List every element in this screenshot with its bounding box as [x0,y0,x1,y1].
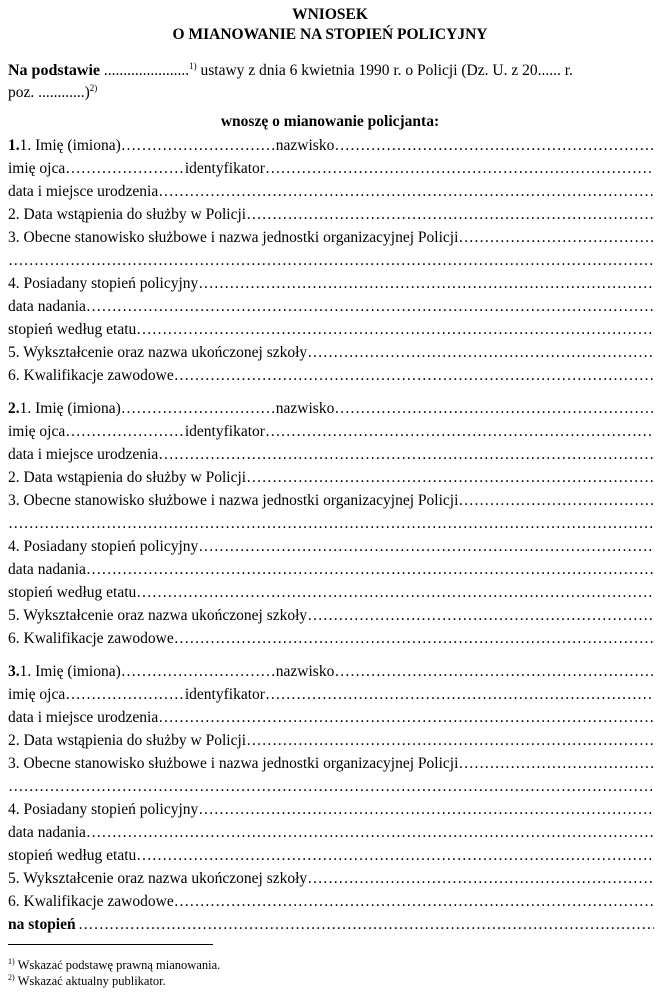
current-rank-label: 4. Posiadany stopień policyjny [8,275,199,292]
block-3-qualifications-line [8,891,654,913]
education-label: 5. Wykształcenie oraz nazwa ukończonej szkoły [8,870,308,887]
block-1-grant-line [8,296,654,318]
block-2-education-line [8,605,654,627]
block-1-rank-line [8,273,654,295]
target-rank-line [8,914,654,936]
first-name-label: 1. Imię (imiona) [19,137,121,154]
service-start-label: 2. Data wstąpienia do służby w Policji [8,206,247,223]
block-3-post-rank-line [8,845,654,867]
service-start-field[interactable] [246,467,654,489]
birth-field[interactable] [158,444,654,466]
education-field[interactable] [307,868,654,890]
qualifications-label: 6. Kwalifikacje zawodowe [8,893,174,910]
father-name-field[interactable] [65,158,183,180]
grant-date-label: data nadania [8,561,86,578]
surname-field[interactable] [334,398,654,420]
legal-basis-publication: poz. ............) [8,84,90,101]
current-rank-label: 4. Posiadany stopień policyjny [8,801,199,818]
birth-label: data i miejsce urodzenia [8,709,159,726]
position-field[interactable] [458,490,654,512]
target-rank-label: na stopień [8,916,76,933]
position-label: 3. Obecne stanowisko służbowe i nazwa jednostki organizacyjnej Policji [8,229,459,246]
block-2-birth-line [8,444,654,466]
grant-date-label: data nadania [8,824,86,841]
birth-field[interactable] [158,181,654,203]
block-3-position-continued [8,776,654,798]
block-1-qualifications-line [8,365,654,387]
service-start-field[interactable] [246,204,654,226]
father-name-field[interactable] [65,684,183,706]
legal-basis-paragraph [8,60,654,104]
block-2-number: 2. [8,400,20,417]
position-field-continued[interactable] [8,513,654,535]
service-start-label: 2. Data wstąpienia do służby w Policji [8,732,247,749]
legal-basis-text: ustawy z dnia 6 kwietnia 1990 r. o Policji (Dz. U. z 20...... r. [196,62,573,79]
education-field[interactable] [307,342,654,364]
rank-by-post-field[interactable] [136,582,654,604]
qualifications-field[interactable] [174,628,654,650]
block-2-rank-line [8,536,654,558]
father-name-label: imię ojca [8,423,66,440]
position-field[interactable] [458,753,654,775]
rank-by-post-label: stopień według etatu [8,847,137,864]
education-label: 5. Wykształcenie oraz nazwa ukończonej szkoły [8,607,308,624]
rank-by-post-label: stopień według etatu [8,321,137,338]
block-1-education-line [8,342,654,364]
block-3-father-line [8,684,654,706]
current-rank-field[interactable] [198,799,654,821]
target-rank-field[interactable] [78,914,654,936]
surname-field[interactable] [334,135,654,157]
qualifications-field[interactable] [174,365,654,387]
block-3-education-line [8,868,654,890]
qualifications-field[interactable] [174,891,654,913]
current-rank-field[interactable] [198,273,654,295]
block-1-post-rank-line [8,319,654,341]
block-2-name-line [8,398,654,420]
grant-date-label: data nadania [8,298,86,315]
footnote-2: $^{2)}$ Wskazać aktualny publikator. [8,973,166,988]
rank-by-post-label: stopień według etatu [8,584,137,601]
block-1-service-line [8,204,654,226]
education-label: 5. Wykształcenie oraz nazwa ukończonej szkoły [8,344,308,361]
block-3-position-line [8,753,654,775]
block-3-name-line [8,661,654,683]
surname-label: nazwisko [275,400,335,417]
father-name-label: imię ojca [8,686,66,703]
service-start-label: 2. Data wstąpienia do służby w Policji [8,469,247,486]
block-2-qualifications-line [8,628,654,650]
block-2-father-line [8,421,654,443]
block-3-number: 3. [8,663,20,680]
grant-date-field[interactable] [86,822,654,844]
block-1-position-line [8,227,654,249]
birth-field[interactable] [158,707,654,729]
block-1-father-line [8,158,654,180]
block-2-service-line [8,467,654,489]
grant-date-field[interactable] [86,559,654,581]
father-name-label: imię ojca [8,160,66,177]
service-start-field[interactable] [246,730,654,752]
form-title: WNIOSEK [292,6,368,23]
surname-field[interactable] [334,661,654,683]
footnote-1: $^{1)}$ Wskazać podstawę prawną mianowania. [8,957,221,972]
current-rank-field[interactable] [198,536,654,558]
position-field-continued[interactable] [8,776,654,798]
identifier-label: identyfikator [184,686,265,703]
block-3-service-line [8,730,654,752]
block-2-position-line [8,490,654,512]
birth-label: data i miejsce urodzenia [8,183,159,200]
first-name-field[interactable] [121,661,276,683]
rank-by-post-field[interactable] [136,845,654,867]
section-heading: wnoszę o mianowanie policjanta: [220,113,440,130]
first-name-field[interactable] [121,135,276,157]
grant-date-field[interactable] [86,296,654,318]
father-name-field[interactable] [65,421,183,443]
position-label: 3. Obecne stanowisko służbowe i nazwa jednostki organizacyjnej Policji [8,755,459,772]
current-rank-label: 4. Posiadany stopień policyjny [8,538,199,555]
block-3-grant-line [8,822,654,844]
first-name-label: 1. Imię (imiona) [19,400,121,417]
surname-label: nazwisko [275,663,335,680]
block-1-birth-line [8,181,654,203]
block-3-rank-line [8,799,654,821]
position-field-continued[interactable] [8,250,654,272]
position-label: 3. Obecne stanowisko służbowe i nazwa jednostki organizacyjnej Policji [8,492,459,509]
block-1-position-continued [8,250,654,272]
surname-label: nazwisko [275,137,335,154]
footnote-divider [8,944,213,945]
first-name-label: 1. Imię (imiona) [19,663,121,680]
identifier-field[interactable] [265,158,654,180]
legal-basis-lead: Na podstawie [8,62,101,79]
birth-label: data i miejsce urodzenia [8,446,159,463]
block-1-name-line [8,135,654,157]
qualifications-label: 6. Kwalifikacje zawodowe [8,367,174,384]
identifier-field[interactable] [265,421,654,443]
first-name-field[interactable] [121,398,276,420]
block-2-grant-line [8,559,654,581]
footnote-ref-1: 1) [189,61,197,71]
position-field[interactable] [458,227,654,249]
identifier-label: identyfikator [184,423,265,440]
education-field[interactable] [307,605,654,627]
block-1-number: 1. [8,137,20,154]
identifier-field[interactable] [265,684,654,706]
rank-by-post-field[interactable] [136,319,654,341]
legal-basis-blank[interactable]: ...................... [103,62,190,79]
form-subtitle: O MIANOWANIE NA STOPIEŃ POLICYJNY [172,26,488,43]
qualifications-label: 6. Kwalifikacje zawodowe [8,630,174,647]
block-2-post-rank-line [8,582,654,604]
block-2-position-continued [8,513,654,535]
footnote-ref-2: 2) [89,83,98,93]
identifier-label: identyfikator [184,160,265,177]
block-3-birth-line [8,707,654,729]
